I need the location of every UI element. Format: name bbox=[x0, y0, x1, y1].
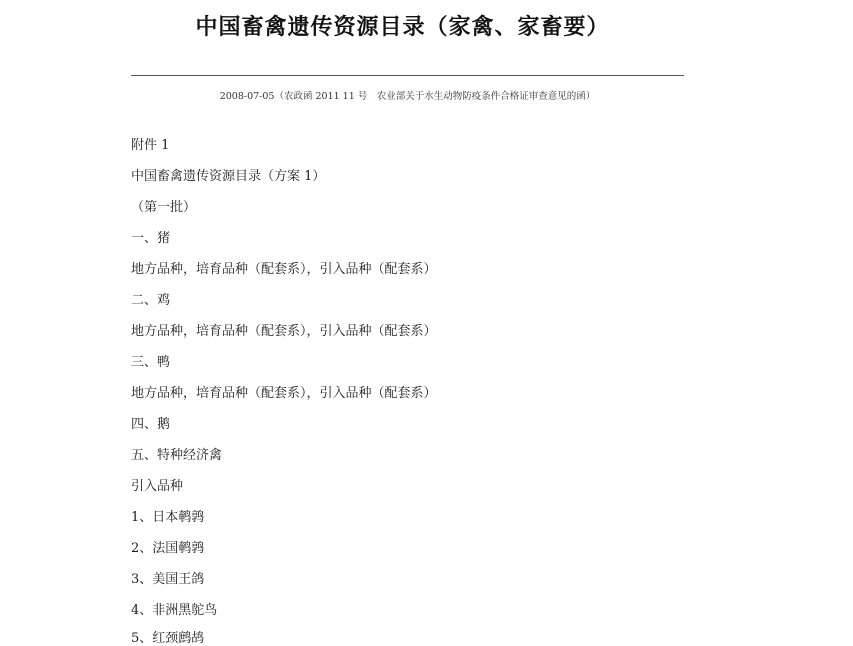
document-title: 中国畜禽遗传资源目录（家禽、家畜要） bbox=[195, 14, 610, 40]
section-text-duck: 地方品种，培育品种（配套系），引入品种（配套系） bbox=[131, 386, 437, 401]
section-text-chicken: 地方品种，培育品种（配套系），引入品种（配套系） bbox=[131, 324, 437, 339]
section-text-pig: 地方品种，培育品种（配套系），引入品种（配套系） bbox=[131, 262, 437, 277]
subsection-introduced-breeds: 引入品种 bbox=[131, 479, 184, 494]
section-heading-special-poultry: 五、特种经济禽 bbox=[131, 448, 223, 463]
section-heading-goose: 四、鹅 bbox=[131, 417, 171, 432]
section-heading-chicken: 二、鸡 bbox=[131, 293, 171, 308]
section-heading-duck: 三、鸭 bbox=[131, 355, 171, 370]
section-heading-pig: 一、猪 bbox=[131, 231, 171, 246]
document-subtitle: 2008-07-05（农政函 2011 11 号 农业部关于水生动物防疫条件合格证审查意见的函） bbox=[219, 91, 596, 102]
list-item: 4、非洲黑鸵鸟 bbox=[131, 603, 218, 618]
batch-label: （第一批） bbox=[131, 200, 197, 215]
list-item: 1、日本鹌鹑 bbox=[131, 510, 205, 525]
list-item: 2、法国鹌鹑 bbox=[131, 541, 205, 556]
list-item: 3、美国王鸽 bbox=[131, 572, 205, 587]
list-item: 5、红颈鹧鸪 bbox=[131, 631, 205, 646]
title-divider bbox=[131, 75, 684, 76]
attachment-label: 附件 1 bbox=[131, 138, 170, 153]
catalog-heading: 中国畜禽遗传资源目录（方案 1） bbox=[131, 169, 326, 184]
